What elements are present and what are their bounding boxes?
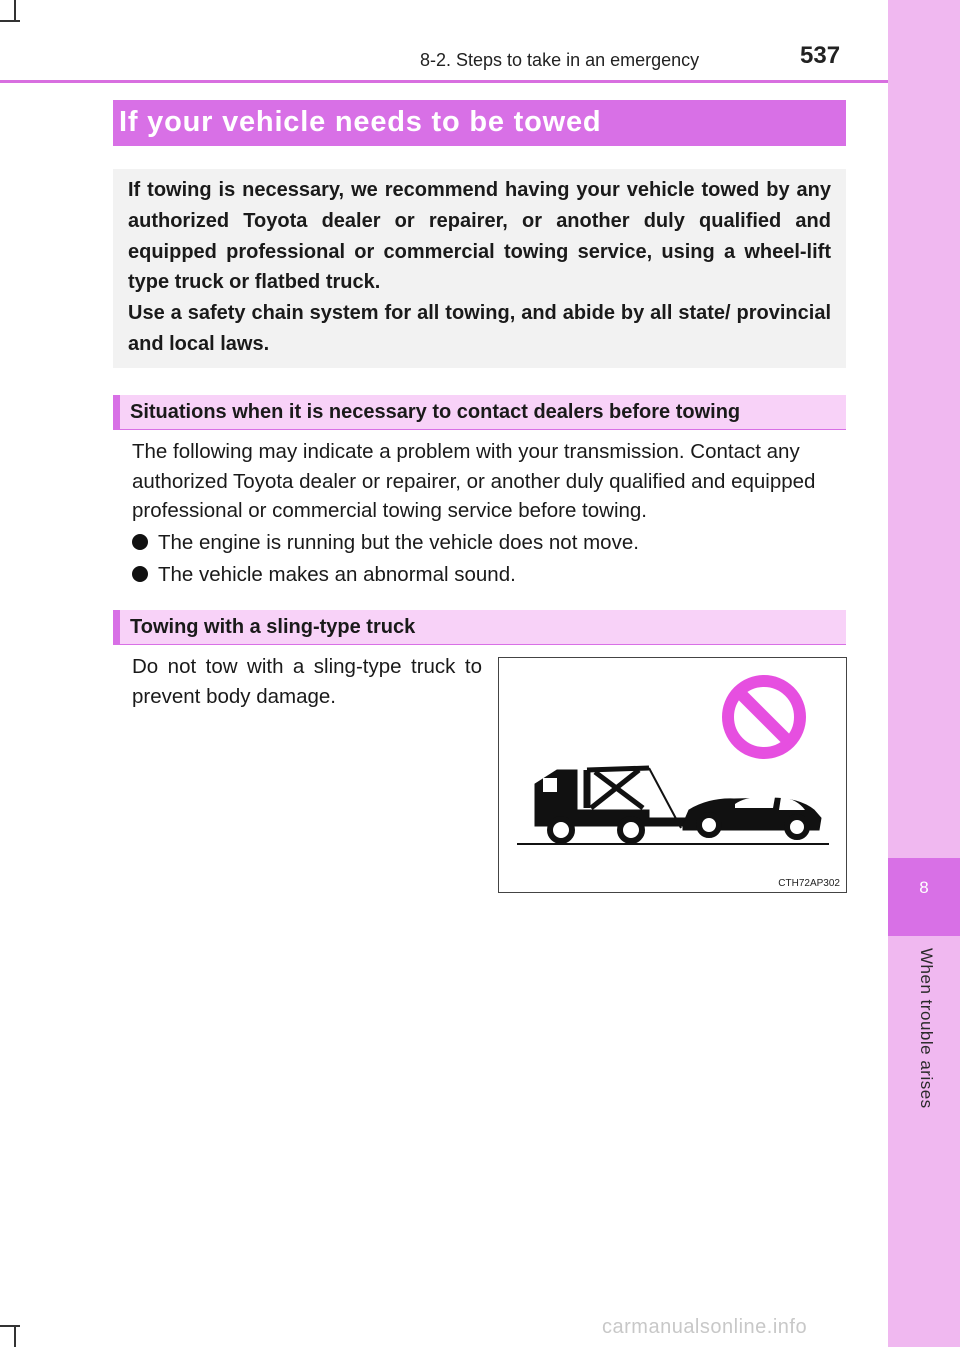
list-item [132, 531, 639, 555]
footer-watermark: carmanualsonline.info [602, 1316, 808, 1338]
tow-truck-illustration [499, 658, 846, 892]
tow-truck-icon [535, 768, 685, 841]
main-title-bar [113, 100, 846, 146]
header-rule [0, 80, 888, 83]
section-heading-bar [113, 395, 846, 430]
intro-text [128, 175, 831, 360]
page-number: 537 [800, 42, 841, 69]
section-heading: Situations when it is necessary to contact dealers before towing [130, 401, 741, 423]
intro-box [113, 169, 846, 368]
bullet-icon [132, 566, 148, 582]
section-heading-bar [113, 610, 846, 645]
page-title: If your vehicle needs to be towed [119, 106, 602, 138]
list-item-text: The engine is running but the vehicle does not move. [158, 531, 639, 554]
towed-car-icon [683, 797, 821, 837]
crop-mark [0, 1325, 20, 1327]
section-heading: Towing with a sling-type truck [130, 616, 416, 638]
list-item-text: The vehicle makes an abnormal sound. [158, 563, 516, 586]
situations-body-text: The following may indicate a problem with your transmission. Contact any authorized Toyota dealer or repairer, or another duly qualified and equipped professional or commercial towing service before towing. [132, 440, 816, 522]
chapter-title: When trouble arises [917, 948, 936, 1109]
sling-truck-illustration [498, 657, 847, 893]
intro-paragraph: Use a safety chain system for all towing, and abide by all state/ provincial and local laws. [128, 302, 831, 355]
prohibition-icon [728, 681, 800, 753]
bullet-icon [132, 534, 148, 550]
chapter-number: 8 [919, 878, 929, 897]
intro-paragraph: If towing is necessary, we recommend having your vehicle towed by any authorized Toyota dealer or repairer, or another duly qualified and equipped professional or commercial towing service, using a wheel-lift type truck or flatbed truck. [128, 179, 831, 294]
section-accent [113, 610, 120, 645]
sling-body-text: Do not tow with a sling-type truck to prevent body damage. [132, 655, 482, 708]
crop-mark [0, 20, 20, 22]
list-item [132, 563, 516, 587]
running-header-title: 8-2. Steps to take in an emergency [420, 50, 700, 70]
crop-mark [14, 0, 16, 22]
crop-mark [14, 1325, 16, 1347]
section-accent [113, 395, 120, 430]
figure-code: CTH72AP302 [778, 878, 840, 889]
